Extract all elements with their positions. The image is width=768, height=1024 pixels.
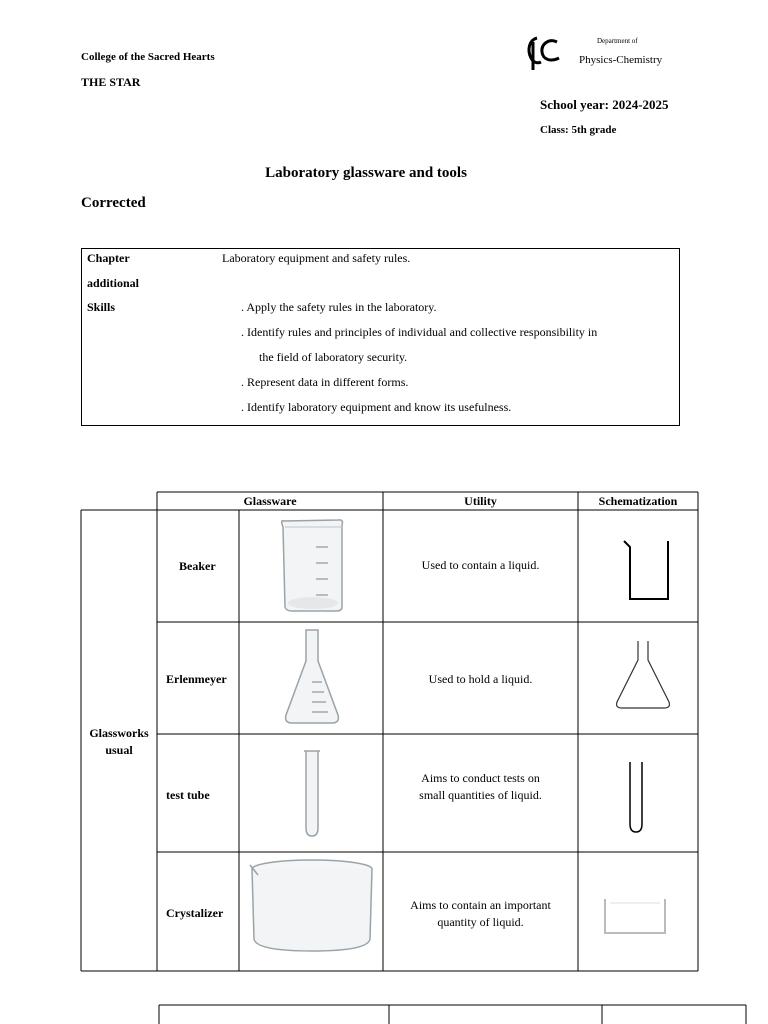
row-name-crystalizer: Crystalizer	[166, 906, 224, 920]
department-of-label: Department of	[597, 37, 638, 45]
skill-item: . Apply the safety rules in the laboratory.	[241, 300, 437, 314]
group-label	[81, 725, 157, 759]
header-schematization: Schematization	[598, 494, 678, 508]
utility-test-tube	[383, 770, 578, 804]
skill-item: . Identify laboratory equipment and know its usefulness.	[241, 400, 512, 414]
chapter-label: Chapter	[87, 251, 130, 265]
school-name: THE STAR	[81, 75, 141, 89]
utility-line: Aims to contain an important	[410, 898, 551, 912]
row-name-test-tube: test tube	[166, 788, 210, 802]
beaker-photo-icon	[278, 515, 348, 615]
header-glassware: Glassware	[243, 494, 297, 508]
class-level: Class: 5th grade	[540, 124, 617, 136]
skill-item: . Identify rules and principles of individual and collective responsibility in	[241, 325, 598, 339]
department-logo-icon	[523, 32, 563, 72]
erlenmeyer-photo-icon	[282, 627, 342, 727]
skills-label: Skills	[87, 300, 116, 314]
corrected-label: Corrected	[81, 195, 146, 211]
college-name: College of the Sacred Hearts	[81, 51, 215, 63]
beaker-schema-icon	[618, 537, 673, 604]
test-tube-schema-icon	[626, 760, 646, 835]
row-name-erlenmeyer: Erlenmeyer	[166, 672, 227, 686]
utility-crystalizer	[383, 897, 578, 931]
row-name-beaker: Beaker	[179, 559, 216, 573]
crystalizer-schema-icon	[602, 895, 668, 937]
group-label-line: usual	[105, 743, 133, 757]
department-name: Physics-Chemistry	[579, 54, 663, 66]
utility-line: Aims to conduct tests on	[421, 771, 540, 785]
utility-erlenmeyer: Used to hold a liquid.	[428, 672, 533, 686]
crystalizer-photo-icon	[248, 855, 376, 955]
additional-label: additional	[87, 276, 140, 290]
school-year: School year: 2024-2025	[540, 97, 669, 112]
skill-item: . Represent data in different forms.	[241, 375, 409, 389]
group-label-line: Glassworks	[89, 726, 149, 740]
test-tube-photo-icon	[302, 748, 322, 838]
utility-line: quantity of liquid.	[437, 915, 524, 929]
info-box	[81, 248, 680, 426]
document-title: Laboratory glassware and tools	[265, 165, 467, 181]
utility-beaker: Used to contain a liquid.	[421, 558, 540, 572]
chapter-value: Laboratory equipment and safety rules.	[222, 251, 411, 265]
erlenmeyer-schema-icon	[612, 638, 674, 712]
skill-item: the field of laboratory security.	[259, 350, 408, 364]
utility-line: small quantities of liquid.	[419, 788, 542, 802]
header-utility: Utility	[464, 494, 497, 508]
